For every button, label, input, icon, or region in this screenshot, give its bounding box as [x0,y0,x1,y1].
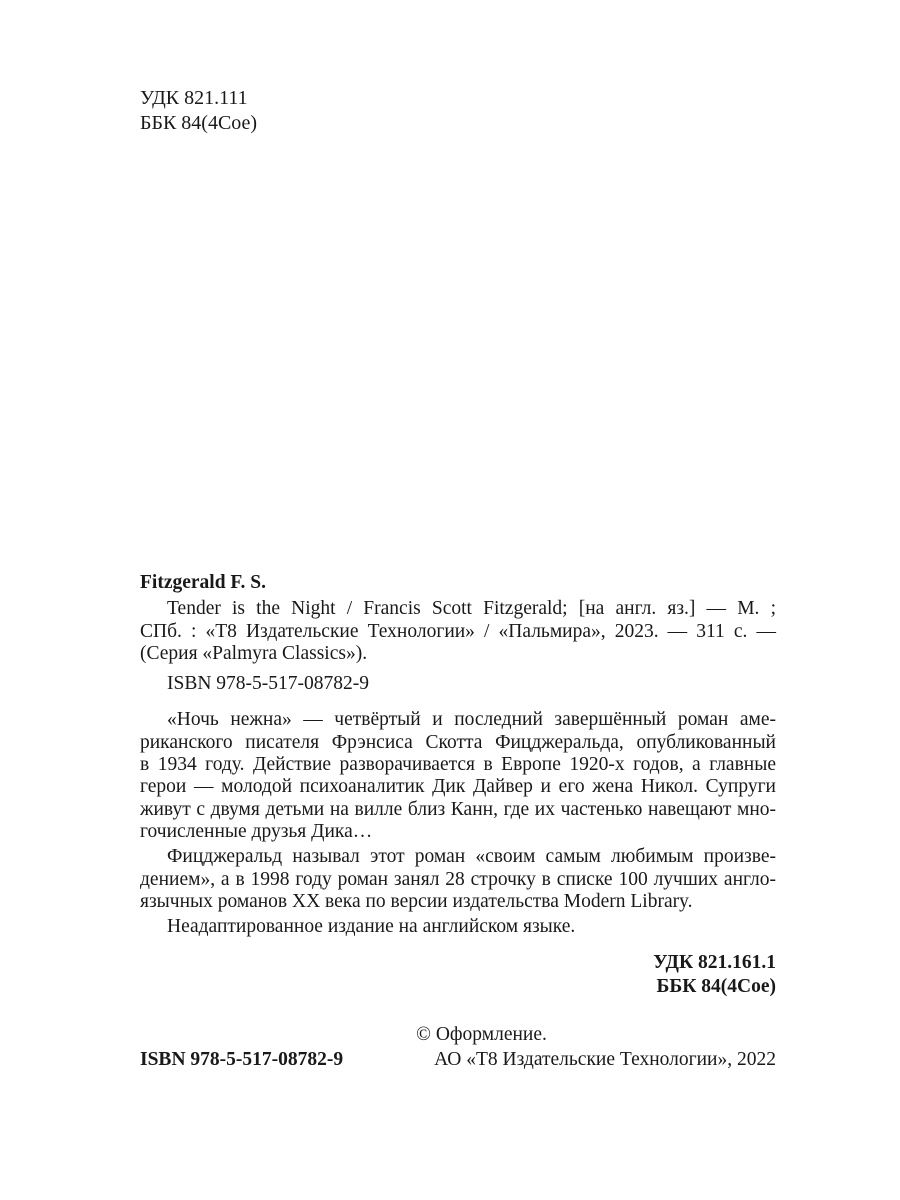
bibliographic-description [140,598,776,665]
copyright-line-1: © Оформление. [416,1024,547,1045]
annotation-line: в 1934 году. Действие разворачивается в Европе 1920-х годов, а главные [140,754,776,776]
annotation-line: язычных романов XX века по версии издательства Modern Library. [140,890,693,912]
annotation-line: «Ночь нежна» — четвёртый и последний завершённый роман аме- [167,709,776,731]
bbk-code-bottom: ББК 84(4Сое) [656,976,776,998]
annotation-line: риканского писателя Фрэнсиса Скотта Фицджеральда, опубликованный [140,731,776,753]
top-codes-block [140,86,257,136]
annotation-paragraph-2 [140,846,776,913]
annotation-line: Фицджеральд называл этот роман «своим самым любимым произве- [167,846,776,868]
description-line: СПб. : «Т8 Издательские Технологии» / «Пальмира», 2023. — 311 с. — [140,620,776,642]
footer-row [140,1022,776,1072]
annotation-line: живут с двумя детьми на вилле близ Канн, где их частенько навещают мно- [140,798,776,820]
footer-isbn: ISBN 978-5-517-08782-9 [140,1049,344,1070]
copyright-line-2: АО «Т8 Издательские Технологии», 2022 [434,1049,776,1070]
bbk-code-top: ББК 84(4Сое) [140,112,258,134]
annotation-line: Неадаптированное издание на английском языке. [167,916,576,938]
copyright-notice [416,1022,776,1072]
main-text-block [140,572,776,999]
annotation-line: герои — молодой психоаналитик Дик Дайвер и его жена Никол. Супруги [140,776,776,798]
isbn-line: ISBN 978-5-517-08782-9 [167,673,370,695]
annotation-paragraph-3 [140,916,776,938]
description-line: (Серия «Palmyra Classics»). [140,642,368,664]
annotation-line: дением», а в 1998 году роман занял 28 строчку в списке 100 лучших англо- [140,868,776,890]
annotation-paragraph-1 [140,709,776,843]
udk-code-bottom: УДК 821.161.1 [653,952,776,974]
bottom-codes-block [140,951,776,999]
annotation-block [140,709,776,938]
description-line: Tender is the Night / Francis Scott Fitzgerald; [на англ. яз.] — М. ; [167,598,776,620]
udk-code-top: УДК 821.111 [140,87,248,109]
annotation-line: гочисленные друзья Дика… [140,820,373,842]
author-heading: Fitzgerald F. S. [140,572,267,593]
